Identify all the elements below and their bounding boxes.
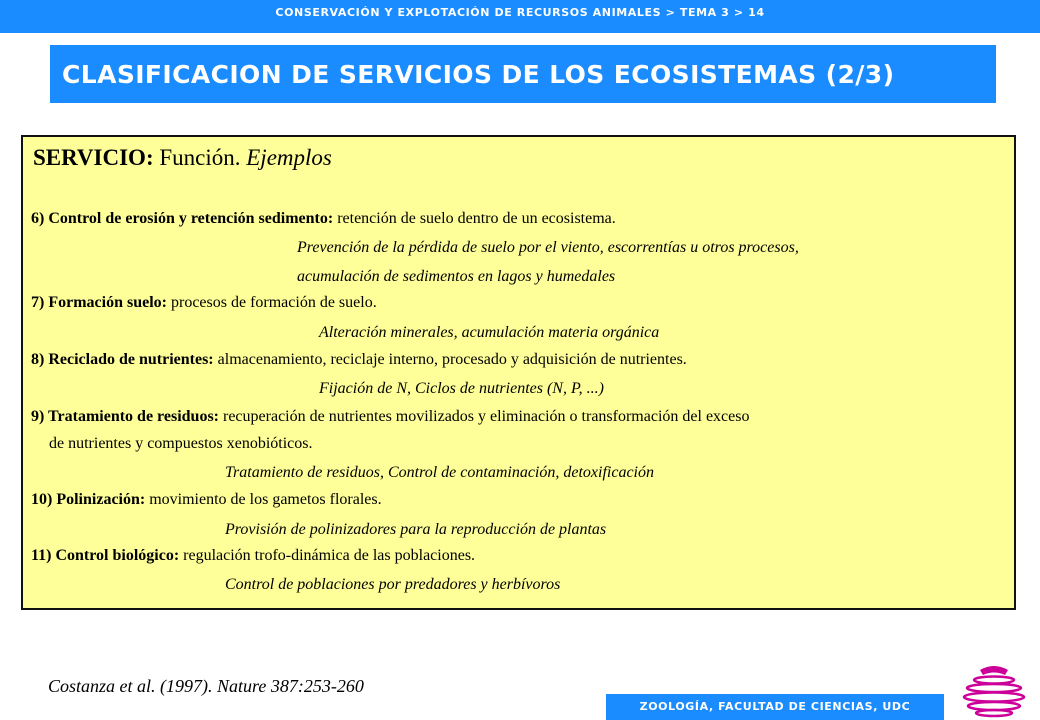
item-function: retención de suelo dentro de un ecosistema. [333, 210, 616, 227]
citation: Costanza et al. (1997). Nature 387:253-260 [48, 676, 364, 696]
item-example: Control de poblaciones por predadores y herbívoros [225, 576, 561, 593]
item-label: 9) Tratamiento de residuos: [31, 408, 219, 425]
service-item-6 [31, 210, 616, 228]
service-item-7 [31, 294, 377, 312]
heading-function: Función. [153, 145, 247, 170]
service-item-9 [31, 408, 749, 426]
item-label: 11) Control biológico: [31, 547, 180, 564]
footer-text: ZOOLOGÍA, FACULTAD DE CIENCIAS, UDC [639, 700, 911, 713]
title-banner [50, 45, 996, 103]
item-example: Prevención de la pérdida de suelo por el viento, escorrentías u otros procesos, [297, 239, 799, 256]
top-bar [0, 0, 1040, 33]
item-function-continuation: de nutrientes y compuestos xenobióticos. [49, 435, 313, 452]
service-item-11 [31, 547, 475, 565]
item-label: 6) Control de erosión y retención sedimento: [31, 210, 334, 227]
item-example: Alteración minerales, acumulación materia orgánica [319, 324, 660, 341]
udc-logo-icon [958, 660, 1030, 718]
item-function: movimiento de los gametos florales. [145, 491, 382, 508]
heading-label: SERVICIO: [33, 145, 154, 170]
item-label: 7) Formación suelo: [31, 294, 167, 311]
item-function: recuperación de nutrientes movilizados y eliminación o transformación del exceso [219, 408, 750, 425]
item-label: 8) Reciclado de nutrientes: [31, 351, 214, 368]
page-title: CLASIFICACION DE SERVICIOS DE LOS ECOSISTEMAS (2/3) [62, 60, 895, 89]
service-item-10 [31, 491, 382, 509]
content-panel [21, 135, 1016, 610]
service-item-8 [31, 351, 687, 369]
item-example: Tratamiento de residuos, Control de contaminación, detoxificación [225, 464, 654, 481]
item-example: Provisión de polinizadores para la reproducción de plantas [225, 521, 607, 538]
item-label: 10) Polinización: [31, 491, 146, 508]
breadcrumb: CONSERVACIÓN Y EXPLOTACIÓN DE RECURSOS ANIMALES > TEMA 3 > 14 [275, 6, 765, 19]
item-function: almacenamiento, reciclaje interno, procesado y adquisición de nutrientes. [213, 351, 687, 368]
item-function: regulación trofo-dinámica de las poblaciones. [179, 547, 476, 564]
heading-examples: Ejemplos [246, 145, 332, 170]
footer-bar [606, 694, 944, 720]
item-example: Fijación de N, Ciclos de nutrientes (N, P, ...) [319, 380, 605, 397]
item-function: procesos de formación de suelo. [166, 294, 377, 311]
item-example: acumulación de sedimentos en lagos y humedales [297, 268, 616, 285]
section-heading [33, 145, 332, 171]
